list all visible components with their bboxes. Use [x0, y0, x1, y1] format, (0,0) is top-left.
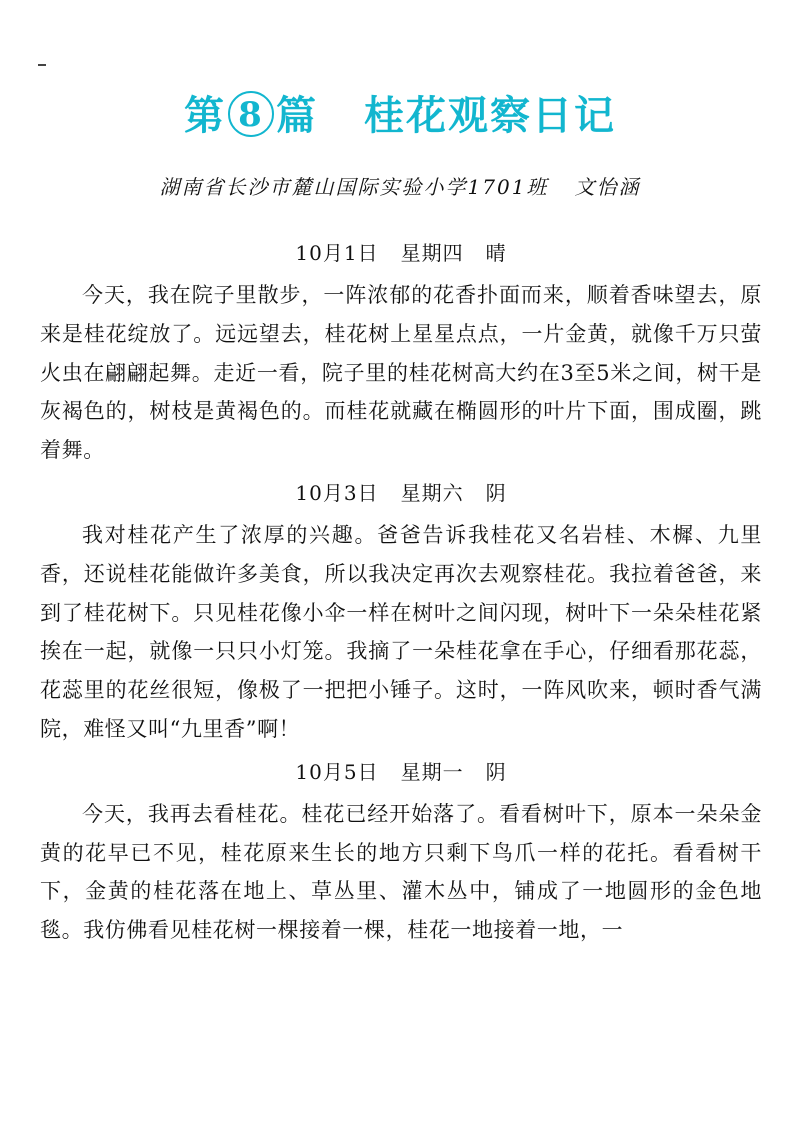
entry-weather: 晴 [485, 241, 507, 265]
entry-weekday: 星期一 [400, 759, 464, 784]
entry-paragraph: 我对桂花产生了浓厚的兴趣。爸爸告诉我桂花又名岩桂、木樨、九里香，还说桂花能做许多美食，所以我决定再次去观察桂花。我拉着爸爸，来到了桂花树下。只见桂花像小伞一样在树叶之间闪现，树叶下一朵朵桂花紧挨在一起，就像一只只小灯笼。我摘了一朵桂花拿在手心，仔细看那花蕊，花蕊里的花丝很短，像极了一把把小锤子。这时，一阵风吹来，顿时香气满院，难怪又叫“九里香”啊！ [40, 522, 762, 741]
entry-weather: 阴 [485, 759, 507, 784]
title-suffix: 篇 [276, 93, 318, 139]
entry-paragraph: 今天，我在院子里散步，一阵浓郁的花香扑面而来，顺着香味望去，原来是桂花绽放了。远远望去，桂花树上星星点点，一片金黄，就像千万只萤火虫在翩翩起舞。走近一看，院子里的桂花树高大约在3至5米之间，树干是灰褐色的，树枝是黄褐色的。而桂花就藏在椭圆形的叶片下面，围成圈，跳着舞。 [40, 283, 762, 463]
diary-entry [40, 234, 762, 470]
entry-date: 10月3日 [295, 480, 379, 505]
entry-date-line [40, 474, 762, 516]
title-main: 桂花观察日记 [364, 93, 616, 139]
title-prefix: 第 [184, 93, 226, 139]
author-line [0, 172, 800, 202]
entry-weather: 阴 [485, 480, 507, 505]
author-name: 文怡涵 [574, 175, 641, 199]
title-number-circle: 8 [228, 91, 274, 137]
article-title [0, 88, 800, 144]
entry-date: 10月1日 [295, 241, 379, 265]
entry-paragraph: 今天，我再去看桂花。桂花已经开始落了。看看树叶下，原本一朵朵金黄的花早已不见，桂花原来生长的地方只剩下鸟爪一样的花托。看看树干下，金黄的桂花落在地上、草丛里、灌木丛中，铺成了一地圆形的金色地毯。我仿佛看见桂花树一棵接着一棵，桂花一地接着一地，一 [40, 801, 762, 943]
entry-date-line [40, 753, 762, 795]
entry-date-line [40, 234, 762, 276]
entry-weekday: 星期六 [400, 480, 464, 505]
diary-entry [40, 474, 762, 749]
diary-body [40, 234, 762, 954]
entry-weekday: 星期四 [400, 241, 464, 265]
corner-mark [38, 64, 46, 66]
author-school: 湖南省长沙市麓山国际实验小学1701班 [159, 175, 549, 199]
diary-entry [40, 753, 762, 950]
entry-date: 10月5日 [295, 759, 379, 784]
